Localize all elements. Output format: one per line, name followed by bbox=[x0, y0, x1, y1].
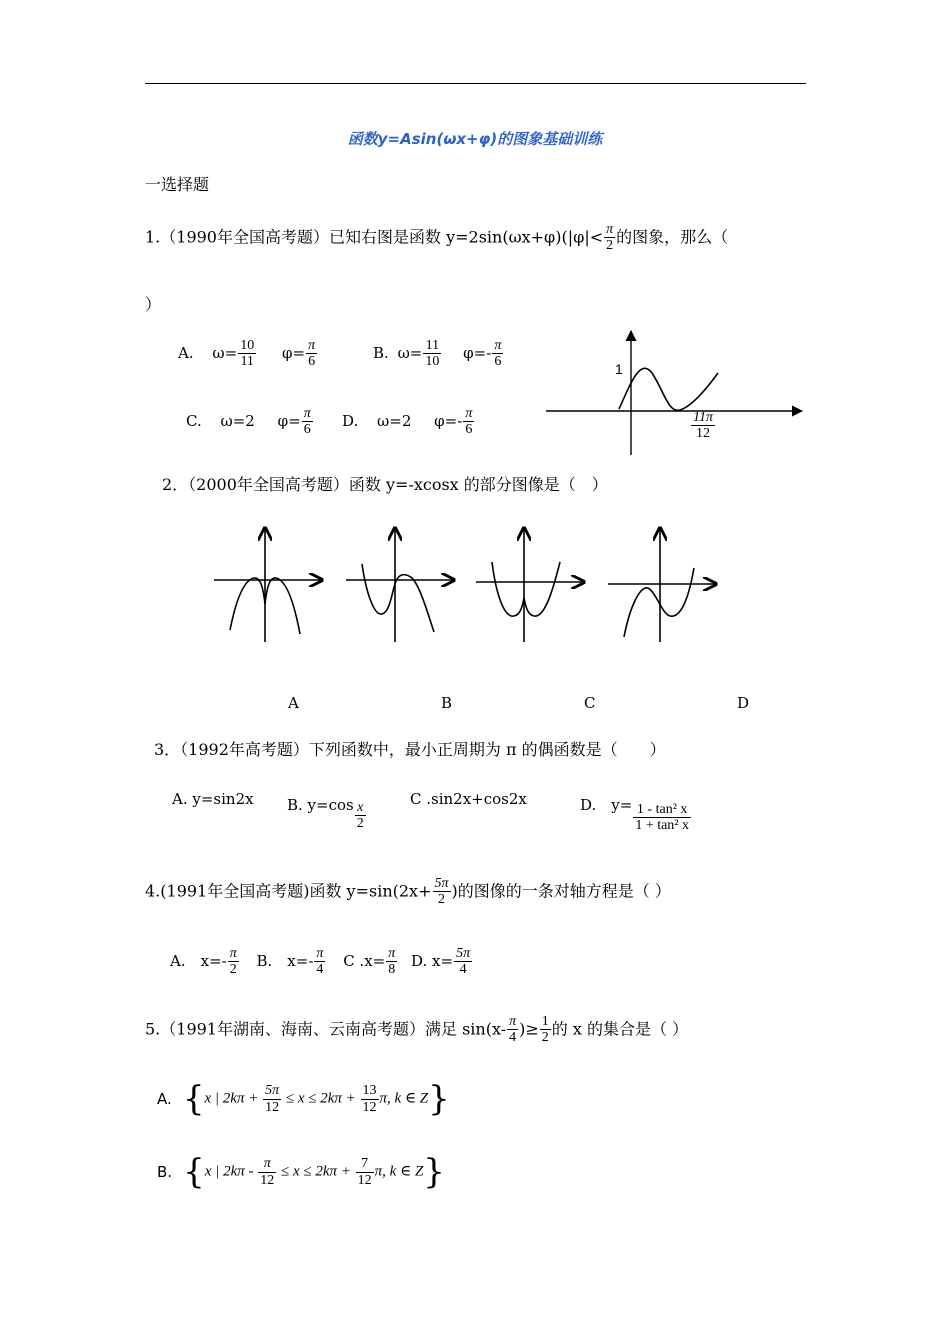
q1-d-omega: ω=2 bbox=[377, 411, 412, 430]
q4-a-text: A. x=- bbox=[170, 951, 227, 970]
q5-b-mid: ≤ x ≤ 2kπ + bbox=[281, 1163, 351, 1180]
q2-graph-d bbox=[608, 528, 716, 642]
q1-c-phi-den: 6 bbox=[303, 422, 311, 438]
q5-stem-tail: 的 x 的集合是（ ） bbox=[551, 1019, 689, 1039]
q1-stem bbox=[145, 222, 728, 254]
q1-d-phi-frac bbox=[463, 406, 474, 438]
q1-a-omega-frac bbox=[238, 338, 256, 370]
q4-c-num: π bbox=[388, 946, 396, 961]
q2-graphs bbox=[200, 522, 740, 652]
q4-d-text: D. x= bbox=[411, 951, 454, 970]
q3-d-frac bbox=[633, 802, 691, 834]
q3-d-text: D. y= bbox=[580, 795, 633, 814]
q1-stem-close: ） bbox=[145, 295, 162, 314]
q2-label-a: A bbox=[288, 694, 299, 712]
q3-option-a: A. y=sin2x bbox=[172, 790, 254, 808]
q5-stem-frac2 bbox=[540, 1014, 551, 1046]
q3-b-den: 2 bbox=[356, 816, 364, 832]
q5-b-label: B. bbox=[157, 1163, 173, 1181]
page-title: 函数y=Asin(ωx+φ)的图象基础训练 bbox=[347, 130, 603, 148]
q5-a-frac1 bbox=[263, 1083, 281, 1115]
q5-stem-num2: 1 bbox=[541, 1014, 549, 1029]
q5-a-num2: 13 bbox=[362, 1083, 377, 1099]
q4-c-frac bbox=[386, 946, 397, 978]
q1-b-phi-den: 6 bbox=[494, 354, 502, 370]
q1-stem-text: 1.（1990年全国高考题）已知右图是函数 y=2sin(ωx+φ)(|φ|< bbox=[145, 227, 604, 247]
q5-b-num1: π bbox=[258, 1156, 276, 1172]
q1-b-omega-frac bbox=[423, 338, 441, 370]
q4-stem-num: 5π bbox=[434, 876, 449, 891]
q4-c-den: 8 bbox=[388, 962, 396, 978]
q5-stem-text: 5.（1991年湖南、海南、云南高考题）满足 sin(x- bbox=[145, 1019, 507, 1039]
q2-label-d: D bbox=[737, 694, 750, 712]
q5-b-frac1 bbox=[258, 1156, 276, 1188]
q4-b-text: B. x=- bbox=[256, 951, 314, 970]
q4-stem-text: 4.(1991年全国高考题)函数 y=sin(2x+ bbox=[145, 881, 432, 901]
q4-stem-den: 2 bbox=[438, 892, 445, 908]
q5-b-den1: 12 bbox=[260, 1172, 275, 1188]
q1-a-omega-den: 11 bbox=[240, 354, 254, 370]
q2-stem: 2．（2000年全国高考题）函数 y=-xcosx 的部分图像是（ ） bbox=[162, 475, 608, 494]
q1-c-phi-num: π bbox=[303, 406, 311, 421]
q1-graph-x-frac bbox=[691, 410, 715, 442]
q3-stem: 3．（1992年高考题）下列函数中，最小正周期为 π 的偶函数是（ ） bbox=[154, 740, 666, 759]
q1-option-a bbox=[178, 338, 318, 370]
q5-stem-den2: 2 bbox=[541, 1030, 549, 1046]
q1-option-b bbox=[373, 338, 504, 370]
q1-b-omega-num: 11 bbox=[423, 338, 441, 354]
q3-option-c: C .sin2x+cos2x bbox=[410, 790, 527, 808]
q3-b-text: B. y=cos bbox=[287, 795, 354, 814]
q1-a-phi-frac bbox=[306, 338, 317, 370]
q5-b-num2: 7 bbox=[356, 1156, 374, 1172]
q1-c-label: C. bbox=[186, 411, 202, 430]
q1-graph-x-num: 11π bbox=[693, 410, 713, 425]
q5-b-den2: 12 bbox=[357, 1172, 372, 1188]
q1-graph-x-den: 12 bbox=[695, 426, 710, 442]
q5-b-set bbox=[205, 1156, 424, 1188]
q5-a-post: π, k ∈ Z bbox=[379, 1090, 429, 1107]
q1-a-omega: ω= bbox=[212, 343, 238, 362]
header-rule bbox=[145, 83, 806, 84]
q5-a-den1: 12 bbox=[265, 1099, 280, 1115]
q1-a-phi: φ= bbox=[281, 343, 306, 362]
q4-stem-tail: )的图像的一条对轴方程是（ ） bbox=[451, 881, 671, 901]
q5-a-label: A. bbox=[157, 1090, 172, 1108]
q4-d-num: 5π bbox=[456, 946, 471, 961]
q5-a-frac2 bbox=[361, 1083, 379, 1115]
q1-b-omega: ω= bbox=[397, 343, 423, 362]
q1-b-phi-frac bbox=[492, 338, 503, 370]
q5-a-brace-right: } bbox=[428, 1079, 450, 1119]
q1-d-phi-den: 6 bbox=[465, 422, 473, 438]
q1-d-phi: φ=- bbox=[434, 411, 463, 430]
q3-b-num: x bbox=[355, 800, 366, 816]
q1-option-d bbox=[342, 406, 475, 438]
q4-d-frac bbox=[454, 946, 472, 978]
q1-b-phi-num: π bbox=[494, 338, 502, 353]
q5-a-mid: ≤ x ≤ 2kπ + bbox=[285, 1090, 356, 1107]
q1-a-phi-den: 6 bbox=[308, 354, 316, 370]
q1-a-phi-num: π bbox=[308, 338, 316, 353]
q4-stem bbox=[145, 876, 671, 908]
q1-graph-x-label bbox=[690, 410, 716, 442]
q5-b-pre: x | 2kπ - bbox=[204, 1163, 254, 1180]
q1-c-phi: φ= bbox=[277, 411, 301, 430]
q3-d-num: 1 - tan² x bbox=[633, 802, 691, 818]
q1-b-omega-den: 10 bbox=[425, 354, 440, 370]
q2-label-c: C bbox=[584, 694, 596, 712]
q5-stem-frac bbox=[507, 1014, 518, 1046]
q1-stem-frac bbox=[604, 222, 615, 254]
q1-a-omega-num: 10 bbox=[240, 338, 255, 353]
q4-c-text: C .x= bbox=[343, 951, 386, 970]
q4-options bbox=[170, 946, 473, 978]
q1-frac-den: 2 bbox=[606, 238, 614, 254]
q2-graph-a bbox=[214, 528, 322, 642]
q5-b-frac2 bbox=[356, 1156, 374, 1188]
q4-a-den: 2 bbox=[229, 962, 237, 978]
q3-d-den: 1 + tan² x bbox=[635, 818, 690, 834]
q5-a-den2: 12 bbox=[362, 1099, 377, 1115]
q1-b-label: B. bbox=[373, 343, 389, 362]
q4-b-frac bbox=[314, 946, 325, 978]
q1-graph-y-label: 1 bbox=[615, 361, 623, 377]
q5-b-post: π, k ∈ Z bbox=[374, 1163, 424, 1180]
section-heading: 一选择题 bbox=[145, 175, 210, 194]
q5-stem-mid: )≥ bbox=[519, 1019, 539, 1039]
q4-b-den: 4 bbox=[316, 962, 324, 978]
q4-b-num: π bbox=[316, 946, 324, 961]
q5-a-pre: x | 2kπ + bbox=[204, 1090, 259, 1107]
q1-sine-graph bbox=[540, 325, 810, 460]
q2-label-b: B bbox=[441, 694, 453, 712]
q5-b-brace-right: } bbox=[423, 1152, 445, 1192]
q4-a-num: π bbox=[229, 946, 237, 961]
q4-d-den: 4 bbox=[459, 962, 467, 978]
q1-option-c bbox=[186, 406, 314, 438]
q1-c-omega: ω=2 bbox=[220, 411, 255, 430]
q5-b-brace-left: { bbox=[183, 1152, 205, 1192]
q5-stem bbox=[145, 1014, 688, 1046]
q1-a-label: A. bbox=[178, 343, 194, 362]
q2-graph-b bbox=[346, 528, 454, 642]
q1-d-label: D. bbox=[342, 411, 359, 430]
q3-option-b bbox=[287, 790, 367, 832]
q1-b-phi: φ=- bbox=[463, 343, 492, 362]
q5-stem-den: 4 bbox=[509, 1030, 517, 1046]
q5-a-set bbox=[205, 1083, 429, 1115]
q3-b-frac bbox=[355, 800, 366, 832]
q5-stem-num: π bbox=[509, 1014, 517, 1029]
q5-option-b bbox=[157, 1152, 445, 1192]
q1-frac-num: π bbox=[606, 222, 614, 237]
q4-a-frac bbox=[228, 946, 239, 978]
q5-a-num1: 5π bbox=[265, 1083, 280, 1099]
q1-curve bbox=[619, 368, 718, 410]
q3-option-d bbox=[580, 790, 692, 834]
q1-stem-tail: 的图象，那么（ bbox=[616, 227, 729, 247]
q1-c-phi-frac bbox=[302, 406, 313, 438]
q2-graph-c bbox=[476, 528, 584, 642]
q5-a-brace-left: { bbox=[182, 1079, 205, 1119]
q5-option-a bbox=[157, 1079, 450, 1119]
q1-d-phi-num: π bbox=[465, 406, 473, 421]
q4-stem-frac bbox=[433, 876, 451, 908]
